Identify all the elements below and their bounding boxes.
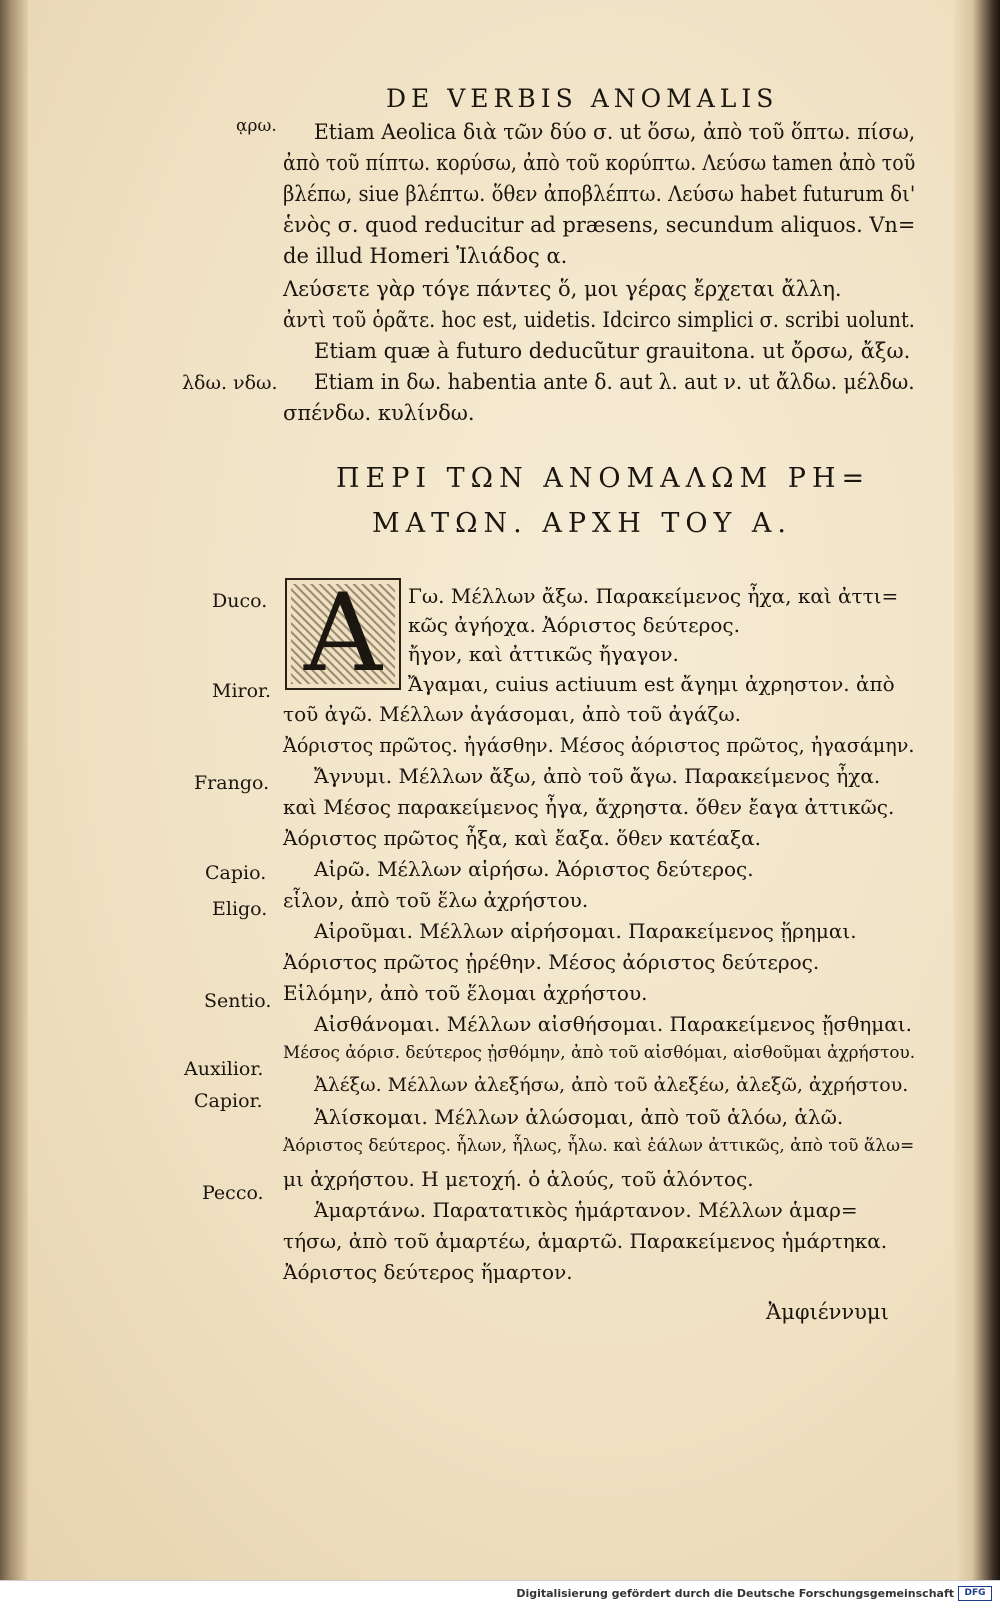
body-line: ἀντὶ τοῦ ὁρᾶτε. hoc est, uidetis. Idcirco simplici σ. scribi uolunt. <box>283 308 915 332</box>
dfg-logo: DFG <box>958 1586 992 1601</box>
running-head: DE VERBIS ANOMALIS <box>386 84 779 113</box>
margin-gloss: Sentio. <box>204 990 272 1012</box>
entry-line: Ἀόριστος πρῶτος ᾑρέθην. Μέσος ἀόριστος δεύτερος. <box>283 950 820 974</box>
entry-line: Ἀλέξω. Μέλλων ἀλεξήσω, ἀπὸ τοῦ ἀλεξέω, ἀλεξῶ, ἀχρήστου. <box>314 1074 909 1096</box>
margin-gloss: Miror. <box>212 680 272 702</box>
margin-note: λδω. νδω. <box>182 372 278 394</box>
footer-credit: Digitalisierung gefördert durch die Deutsche Forschungsgemeinschaft <box>516 1587 954 1600</box>
entry-line: Ἀόριστος δεύτερος ἥμαρτον. <box>283 1260 573 1284</box>
body-line: ἑνὸς σ. quod reducitur ad præsens, secundum aliquos. Vn= <box>283 213 916 237</box>
body-line: βλέπω, siue βλέπτω. ὅθεν ἀποβλέπτω. Λεύσω habet futurum δι' <box>283 182 916 206</box>
entry-line: Αἰσθάνομαι. Μέλλων αἰσθήσομαι. Παρακείμενος ᾔσθημαι. <box>314 1012 912 1036</box>
margin-gloss: Duco. <box>212 590 268 612</box>
body-line: Etiam Aeolica διὰ τῶν δύο σ. ut ὅσω, ἀπὸ τοῦ ὅπτω. πίσω, <box>314 120 916 144</box>
initial-letter: A <box>304 571 382 696</box>
entry-line: μι ἀχρήστου. Η μετοχή. ὁ ἁλούς, τοῦ ἁλόντος. <box>283 1167 754 1191</box>
margin-gloss: Capior. <box>194 1090 263 1112</box>
entry-line: Ἄγαμαι, cuius actiuum est ἄγημι ἀχρηστον. ἀπὸ <box>408 672 895 696</box>
entry-line: Εἱλόμην, ἀπὸ τοῦ ἕλομαι ἀχρήστου. <box>283 981 648 1005</box>
margin-gloss: Frango. <box>194 772 270 794</box>
margin-gloss: Eligo. <box>212 898 268 920</box>
digitization-footer <box>0 1580 1000 1608</box>
body-line: Λεύσετε γὰρ τόγε πάντες ὅ, μοι γέρας ἔρχεται ἄλλη. <box>283 277 842 301</box>
entry-line: κῶς ἀγήοχα. Ἀόριστος δεύτερος. <box>408 613 740 637</box>
entry-line: Ἄγνυμι. Μέλλων ἄξω, ἀπὸ τοῦ ἄγω. Παρακείμενος ἦχα. <box>314 764 881 788</box>
margin-gloss: Pecco. <box>202 1182 264 1204</box>
section-title-line: ΜΑΤΩΝ. ΑΡΧΗ ΤΟΥ Α. <box>372 508 792 539</box>
entry-line: Αἱρῶ. Μέλλων αἱρήσω. Ἀόριστος δεύτερος. <box>314 857 754 881</box>
entry-line: καὶ Μέσος παρακείμενος ἦγα, ἄχρηστα. ὅθεν ἔαγα ἀττικῶς. <box>283 795 895 819</box>
page-edge-shadow <box>954 0 1000 1580</box>
entry-line: Ἁλίσκομαι. Μέλλων ἁλώσομαι, ἀπὸ τοῦ ἁλόω, ἁλῶ. <box>314 1105 844 1129</box>
body-line: Etiam quæ à futuro deducũtur grauitona. ut ὄρσω, ἄξω. <box>314 339 911 363</box>
margin-gloss: Capio. <box>205 862 267 884</box>
catch-word: Ἀμφιέννυμι <box>766 1300 889 1324</box>
body-line: ἀπὸ τοῦ πίπτω. κορύσω, ἀπὸ τοῦ κορύπτω. Λεύσω tamen ἀπὸ τοῦ <box>283 151 916 175</box>
entry-line: Μέσος ἀόρισ. δεύτερος ᾐσθόμην, ἀπὸ τοῦ αἰσθόμαι, αἰσθοῦμαι ἀχρήστου. <box>283 1043 916 1063</box>
decorated-initial <box>285 571 401 696</box>
entry-line: Γω. Μέλλων ἄξω. Παρακείμενος ἦχα, καὶ ἀττι= <box>408 584 899 608</box>
entry-line: τήσω, ἀπὸ τοῦ ἁμαρτέω, ἁμαρτῶ. Παρακείμενος ἡμάρτηκα. <box>283 1229 888 1253</box>
entry-line: Ἀόριστος πρῶτος ἦξα, καὶ ἔαξα. ὅθεν κατέαξα. <box>283 826 761 850</box>
entry-line: Ἁμαρτάνω. Παρατατικὸς ἡμάρτανον. Μέλλων ἁμαρ= <box>314 1198 858 1222</box>
entry-line: εἷλον, ἀπὸ τοῦ ἕλω ἀχρήστου. <box>283 888 589 912</box>
entry-line: Ἀόριστος δεύτερος. ἧλων, ἧλως, ἧλω. καὶ ἑάλων ἀττικῶς, ἀπὸ τοῦ ἅλω= <box>283 1136 915 1156</box>
margin-note: ᾳρω. <box>236 116 277 136</box>
body-line: de illud Homeri Ἰλιάδος α. <box>283 244 568 268</box>
page-gutter-shadow <box>0 0 28 1580</box>
body-line: Etiam in δω. habentia ante δ. aut λ. aut ν. ut ἄλδω. μέλδω. <box>314 370 915 394</box>
margin-gloss: Auxilior. <box>184 1058 264 1080</box>
entry-line: Αἱροῦμαι. Μέλλων αἱρήσομαι. Παρακείμενος ᾕρημαι. <box>314 919 857 943</box>
entry-line: τοῦ ἀγῶ. Μέλλων ἀγάσομαι, ἀπὸ τοῦ ἀγάζω. <box>283 702 741 726</box>
entry-line: ἤγον, καὶ ἀττικῶς ἤγαγον. <box>408 642 679 666</box>
entry-line: Ἀόριστος πρῶτος. ἠγάσθην. Μέσος ἀόριστος πρῶτος, ἠγασάμην. <box>283 733 915 757</box>
body-line: σπένδω. κυλίνδω. <box>283 401 475 425</box>
section-title-line: ΠΕΡΙ ΤΩΝ ΑΝΟΜΑΛΩΜ ΡΗ= <box>336 463 871 494</box>
